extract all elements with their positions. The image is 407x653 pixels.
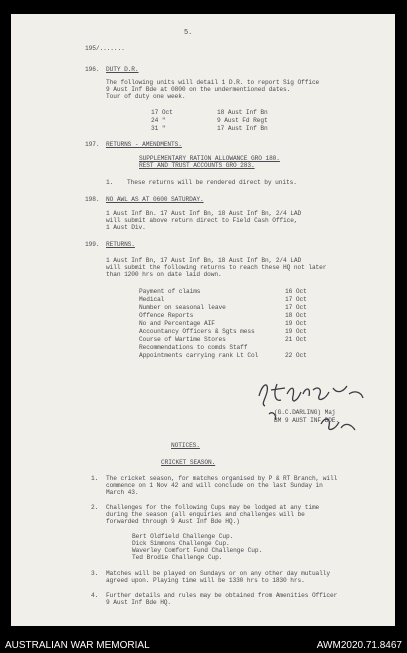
notice-number: 2. (91, 504, 99, 511)
item-197-point-number: 1. (106, 179, 114, 186)
duty-unit: 18 Aust Inf Bn (217, 109, 268, 116)
duty-date: 31 " (151, 125, 166, 132)
item-196-line: 9 Aust Inf Bde at 0800 on the undermentioned dates. (106, 86, 291, 93)
item-197-number: 197. (85, 141, 100, 148)
notice-line: commence on 1 Nov 42 and will conclude on the last Sunday in (106, 482, 323, 489)
notice-line: 9 Aust Inf Bde HQ. (106, 599, 172, 606)
return-name: Payment of claims (139, 288, 201, 295)
item-196-line: The following units will detail 1 D.R. to report Sig Office (106, 79, 320, 86)
duty-date: 17 Oct (151, 109, 173, 116)
return-date: 19 Oct (285, 328, 307, 335)
signature-name: (G.C.DARLING) Maj (274, 409, 336, 416)
item-196-heading: DUTY D.R. (106, 66, 139, 73)
return-name: Accountancy Officers & Sgts mess (139, 328, 255, 335)
item-197-heading: RETURNS - AMENDMENTS. (106, 141, 182, 148)
return-date: 18 Oct (285, 312, 307, 319)
previous-item: 195/....... (85, 45, 125, 52)
item-199-line: will submit the following returns to reach these HQ not later (106, 264, 327, 271)
return-date: 19 Oct (285, 320, 307, 327)
document-page (11, 14, 395, 626)
notice-line: agreed upon. Playing time will be 1330 hrs to 1830 hrs. (106, 577, 305, 584)
notice-line: during the season (all enquiries and challenges will be (106, 511, 305, 518)
item-197-subheading: SUPPLEMENTARY RATION ALLOWANCE GRO 180. (139, 155, 280, 162)
return-name: Course of Wartime Stores (139, 336, 226, 343)
return-date: 22 Oct (285, 352, 307, 359)
item-198-line: 1 Aust Div. (106, 224, 146, 231)
item-199-line: 1 Aust Inf Bn, 17 Aust Inf Bn, 18 Aust Inf Bn, 2/4 LAD (106, 257, 302, 264)
return-date: 17 Oct (285, 296, 307, 303)
item-198-heading: NO AWL AS AT 0600 SATURDAY. (106, 196, 204, 203)
notices-heading: NOTICES. (171, 442, 200, 449)
return-date: 21 Oct (285, 336, 307, 343)
return-date: 16 Oct (285, 288, 307, 295)
return-name: Offence Reports (139, 312, 194, 319)
cup-name: Ted Brodie Challenge Cup. (132, 554, 223, 561)
archive-name: AUSTRALIAN WAR MEMORIAL (5, 640, 150, 651)
item-196-number: 196. (85, 66, 100, 73)
item-199-line: than 1200 hrs on date laid down. (106, 271, 222, 278)
notice-number: 3. (91, 570, 99, 577)
notice-number: 1. (91, 475, 99, 482)
notice-number: 4. (91, 592, 99, 599)
item-198-line: 1 Aust Inf Bn. 17 Aust Inf Bn, 18 Aust Inf Bn, 2/4 LAD (106, 210, 302, 217)
page-number: 5. (184, 29, 193, 37)
return-name: Appointments carrying rank Lt Col (139, 352, 259, 359)
notice-line: Further details and rules may be obtained from Amenities Officer (106, 592, 338, 599)
cup-name: Waverley Comfort Fund Challenge Cup. (132, 547, 263, 554)
signature-title: BM 9 AUST INF BDE. (274, 417, 340, 424)
duty-date: 24 " (151, 117, 166, 124)
cup-name: Dick Simmons Challenge Cup. (132, 540, 230, 547)
archive-footer (0, 626, 407, 653)
item-198-line: will submit above return direct to Field Cash Office, (106, 217, 298, 224)
return-name: Medical (139, 296, 165, 303)
item-199-number: 199. (85, 241, 100, 248)
archive-reference: AWM2020.71.8467 (316, 640, 402, 651)
duty-unit: 17 Aust Inf Bn (217, 125, 268, 132)
notice-line: March 43. (106, 489, 139, 496)
return-name: No and Percentage AIF (139, 320, 215, 327)
duty-unit: 9 Aust Fd Regt (217, 117, 268, 124)
item-197-point-text: These returns will be rendered direct by units. (127, 179, 297, 186)
item-196-line: Tour of duty one week. (106, 93, 186, 100)
return-date: 17 Oct (285, 304, 307, 311)
return-name: Recommendations to comds Staff (139, 344, 248, 351)
item-197-subheading: REST AND TRUST ACCOUNTS GRO 283. (139, 162, 255, 169)
item-199-heading: RETURNS. (106, 241, 135, 248)
notice-line: Challenges for the following Cups may be lodged at any time (106, 504, 320, 511)
return-name: Number on seasonal leave (139, 304, 226, 311)
notice-line: Matches will be played on Sundays or on any other day mutually (106, 570, 331, 577)
item-198-number: 198. (85, 196, 100, 203)
notice-line: The cricket season, for matches organised by P & RT Branch, will (106, 475, 338, 482)
cup-name: Bert Oldfield Challenge Cup. (132, 533, 234, 540)
notice-line: forwarded through 9 Aust Inf Bde HQ.) (106, 518, 240, 525)
notices-subheading: CRICKET SEASON. (161, 459, 216, 466)
